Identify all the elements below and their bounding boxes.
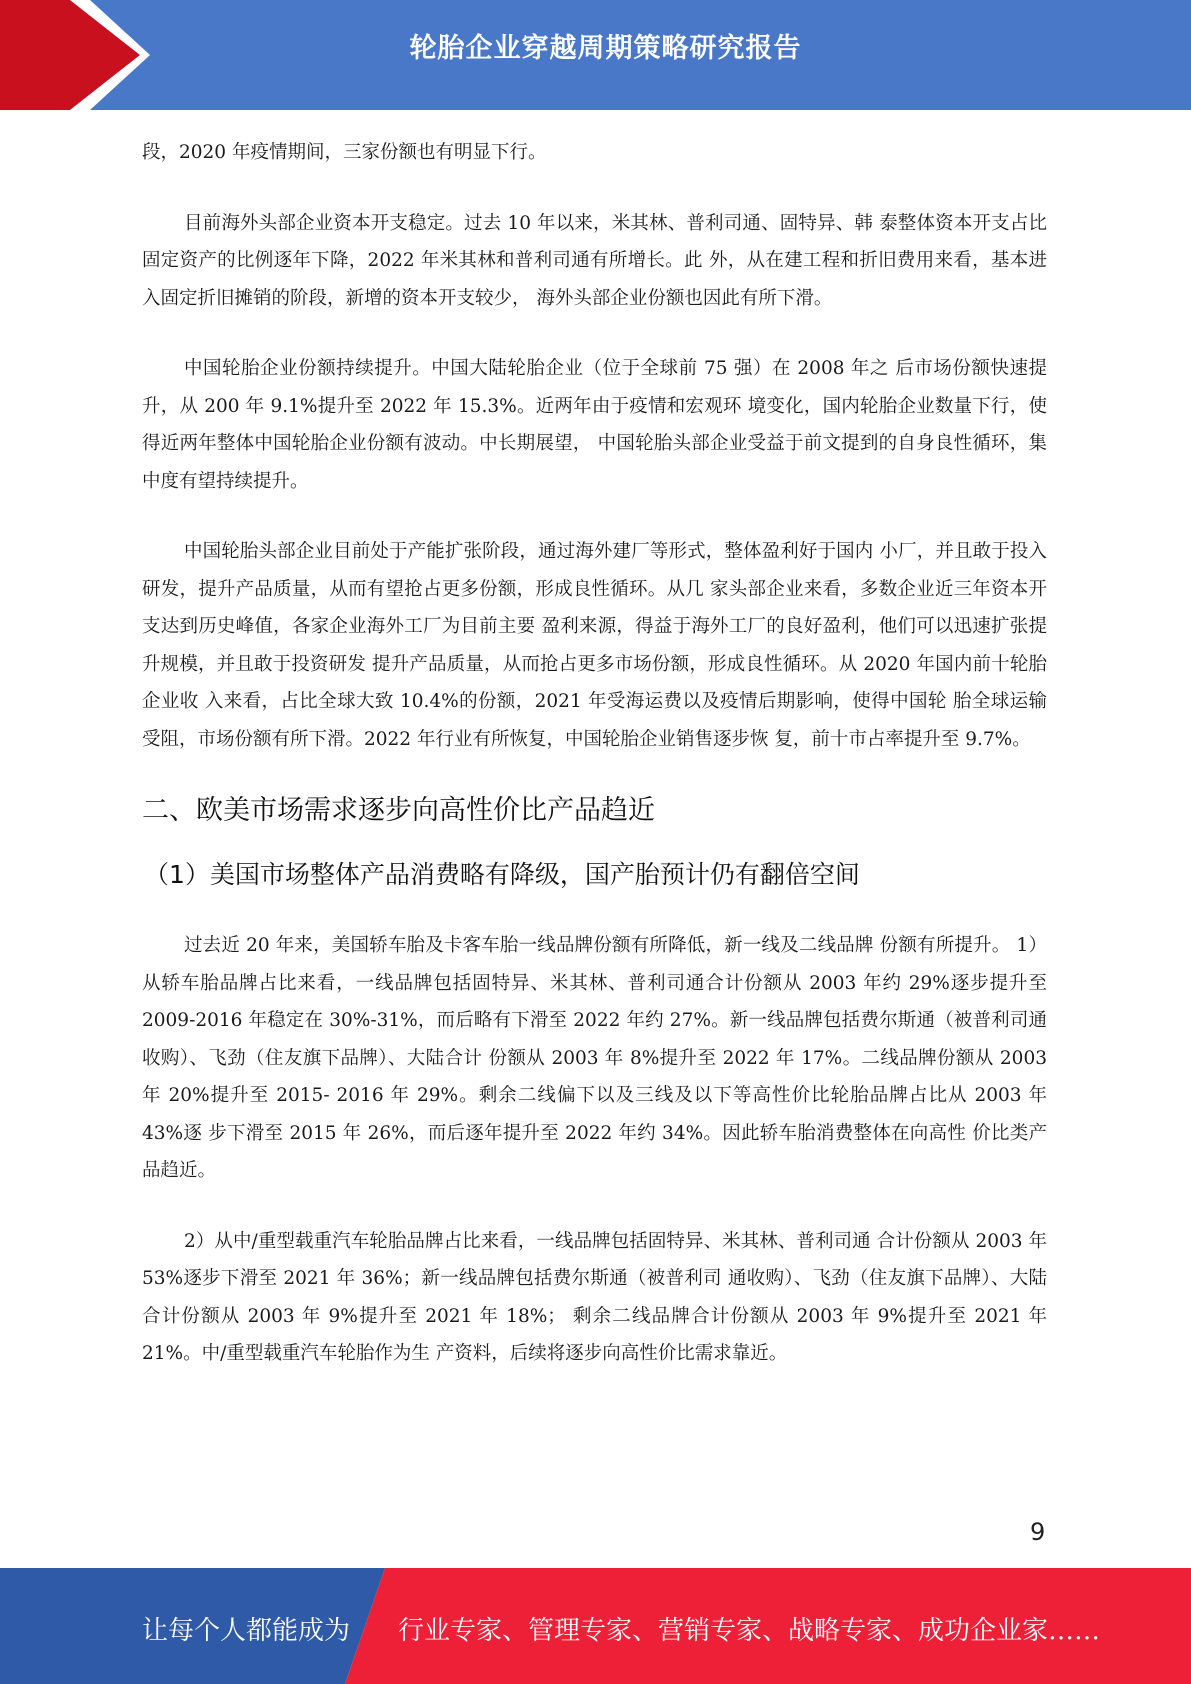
page-header: [0, 0, 1191, 110]
section-heading: 二、欧美市场需求逐步向高性价比产品趋近: [142, 795, 655, 826]
paragraph-continuation: 段，2020 年疫情期间，三家份额也有明显下行。: [142, 142, 547, 163]
document-body: [142, 134, 1047, 1406]
footer-slogan-right: 行业专家、管理专家、营销专家、战略专家、成功企业家……: [398, 1616, 1101, 1646]
paragraph-china-share: 中国轮胎企业份额持续提升。中国大陆轮胎企业（位于全球前 75 强）在 2008 年之 后市场份额快速提升，从 200 年 9.1%提升至 2022 年 15.3%。近两年由于疫情和宏观环 境变化，国内轮胎企业数量下行，使得近两年整体中国轮胎企业份额有波动。中长期展望， 中国轮胎头部企业受益于前文提到的自身良性循环，集中度有望持续提升。: [142, 358, 1047, 492]
paragraph-us-passenger-tires: 过去近 20 年来，美国轿车胎及卡客车胎一线品牌份额有所降低，新一线及二线品牌 份额有所提升。 1）从轿车胎品牌占比来看，一线品牌包括固特异、米其林、普利司通合计份额从 2003 年约 29%逐步提升至 2009-2016 年稳定在 30%-31%，而后略有下滑至 2022 年约 27%。新一线品牌包括费尔斯通（被普利司通收购）、飞劲（住友旗下品牌）、大陆合计 份额从 2003 年 8%提升至 2022 年 17%。二线品牌份额从 2003 年 20%提升至 2015- 2016 年 29%。剩余二线偏下以及三线及以下等高性价比轮胎品牌占比从 2003 年 43%逐 步下滑至 2015 年 26%，而后逐年提升至 2022 年约 34%。因此轿车胎消费整体在向高性 价比类产品趋近。: [142, 935, 1047, 1181]
paragraph-us-truck-tires: 2）从中/重型载重汽车轮胎品牌占比来看，一线品牌包括固特异、米其林、普利司通 合计份额从 2003 年 53%逐步下滑至 2021 年 36%；新一线品牌包括费尔斯通（被普利司 通收购）、飞劲（住友旗下品牌）、大陆合计份额从 2003 年 9%提升至 2021 年 18%； 剩余二线品牌合计份额从 2003 年 9%提升至 2021 年 21%。中/重型载重汽车轮胎作为生 产资料，后续将逐步向高性价比需求靠近。: [142, 1230, 1047, 1364]
paragraph-china-leaders: 中国轮胎头部企业目前处于产能扩张阶段，通过海外建厂等形式，整体盈利好于国内 小厂，并且敢于投入研发，提升产品质量，从而有望抢占更多份额，形成良性循环。从几 家头部企业来看，多数企业近三年资本开支达到历史峰值，各家企业海外工厂为目前主要 盈利来源，得益于海外工厂的良好盈利，他们可以迅速扩张提升规模，并且敢于投资研发 提升产品质量，从而抢占更多市场份额，形成良性循环。从 2020 年国内前十轮胎企业收 入来看，占比全球大致 10.4%的份额，2021 年受海运费以及疫情后期影响，使得中国轮 胎全球运输受阻，市场份额有所下滑。2022 年行业有所恢复，中国轮胎企业销售逐步恢 复，前十市占率提升至 9.7%。: [142, 541, 1047, 750]
subsection-heading: （1）美国市场整体产品消费略有降级，国产胎预计仍有翻倍空间: [144, 860, 860, 889]
document-title: 轮胎企业穿越周期策略研究报告: [409, 33, 802, 64]
footer-slogan-left: 让每个人都能成为: [142, 1616, 351, 1646]
page-footer: [0, 1568, 1191, 1684]
paragraph-overseas-capex: 目前海外头部企业资本开支稳定。过去 10 年以来，米其林、普利司通、固特异、韩 泰整体资本开支占比固定资产的比例逐年下降，2022 年米其林和普利司通有所增长。此 外，从在建工程和折旧费用来看，基本进入固定折旧摊销的阶段，新增的资本开支较少， 海外头部企业份额也因此有所下滑。: [142, 212, 1047, 309]
page-number: 9: [1030, 1518, 1046, 1546]
